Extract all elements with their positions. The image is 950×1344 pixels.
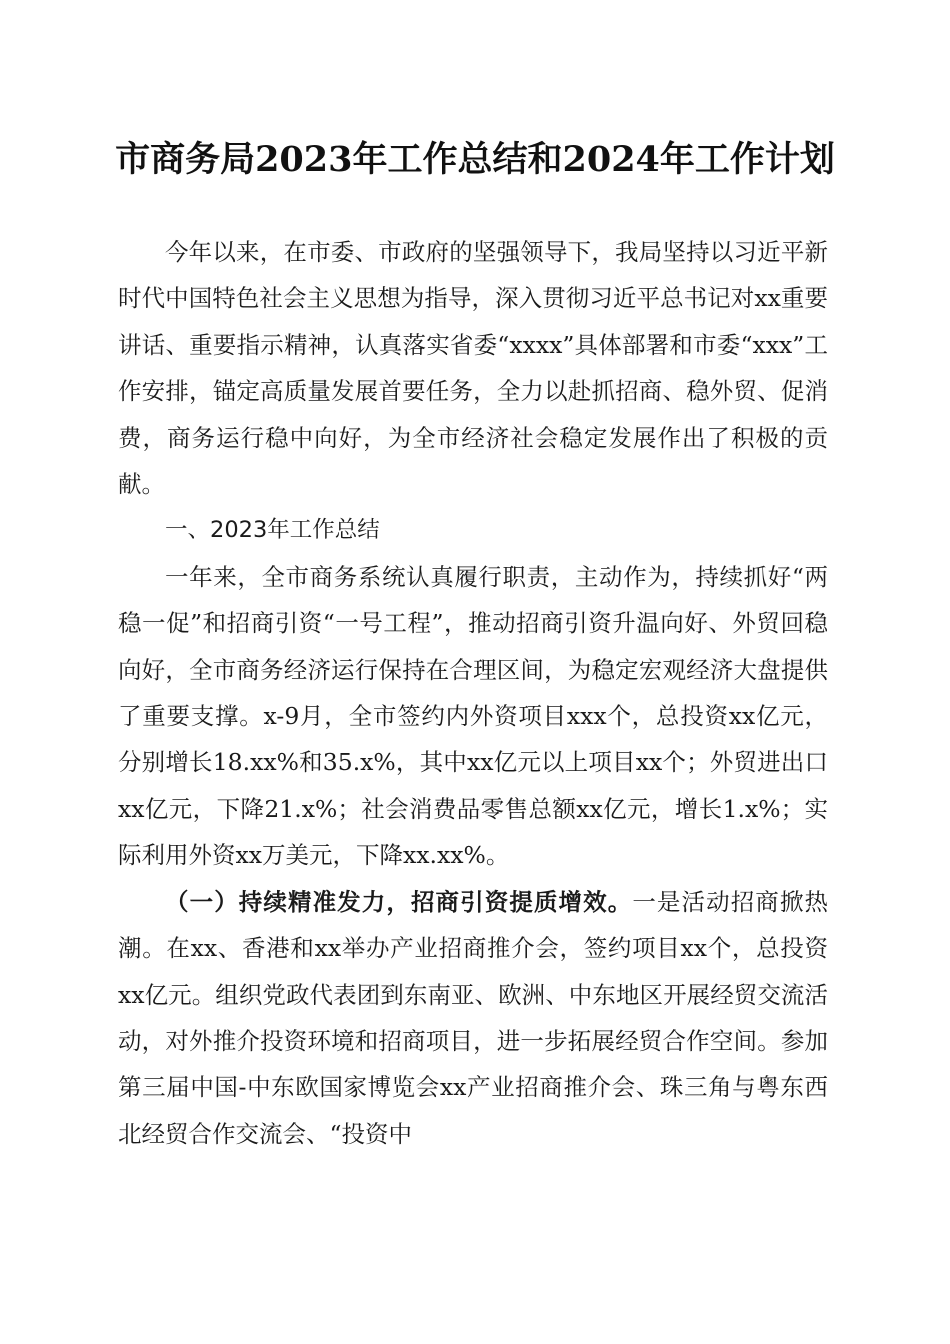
section-heading-summary: 一、2023年工作总结: [165, 517, 380, 544]
subsection-heading-investment: （一）持续精准发力，招商引资提质增效。: [165, 887, 633, 916]
subsection-text-investment: 一是活动招商掀热潮。在xx、香港和xx举办产业招商推介会，签约项目xx个，总投资xx亿元。组织党政代表团到东南亚、欧洲、中东地区开展经贸交流活动，对外推介投资环境和招商项目，进一步拓展经贸合作空间。参加第三届中国-中东欧国家博览会xx产业招商推介会、珠三角与粤东西北经贸合作交流会、“投资中: [118, 887, 829, 1148]
document-body: [118, 229, 828, 1157]
summary-paragraph: 一年来，全市商务系统认真履行职责，主动作为，持续抓好“两稳一促”和招商引资“一号工程”，推动招商引资升温向好、外贸回稳向好，全市商务经济运行保持在合理区间，为稳定宏观经济大盘提供了重要支撑。x-9月，全市签约内外资项目xxx个，总投资xx亿元，分别增长18.xx%和35.x%，其中xx亿元以上项目xx个；外贸进出口xx亿元，下降21.x%；社会消费品零售总额xx亿元，增长1.x%；实际利用外资xx万美元，下降xx.xx%。: [118, 562, 828, 870]
subsection-paragraph-investment: [118, 879, 828, 1157]
intro-paragraph: 今年以来，在市委、市政府的坚强领导下，我局坚持以习近平新时代中国特色社会主义思想为指导，深入贯彻习近平总书记对xx重要讲话、重要指示精神，认真落实省委“xxxx”具体部署和市委“xxx”工作安排，锚定高质量发展首要任务，全力以赴抓招商、稳外贸、促消费，商务运行稳中向好，为全市经济社会稳定发展作出了积极的贡献。: [118, 238, 828, 499]
document-title: 市商务局2023年工作总结和2024年工作计划: [115, 139, 835, 180]
